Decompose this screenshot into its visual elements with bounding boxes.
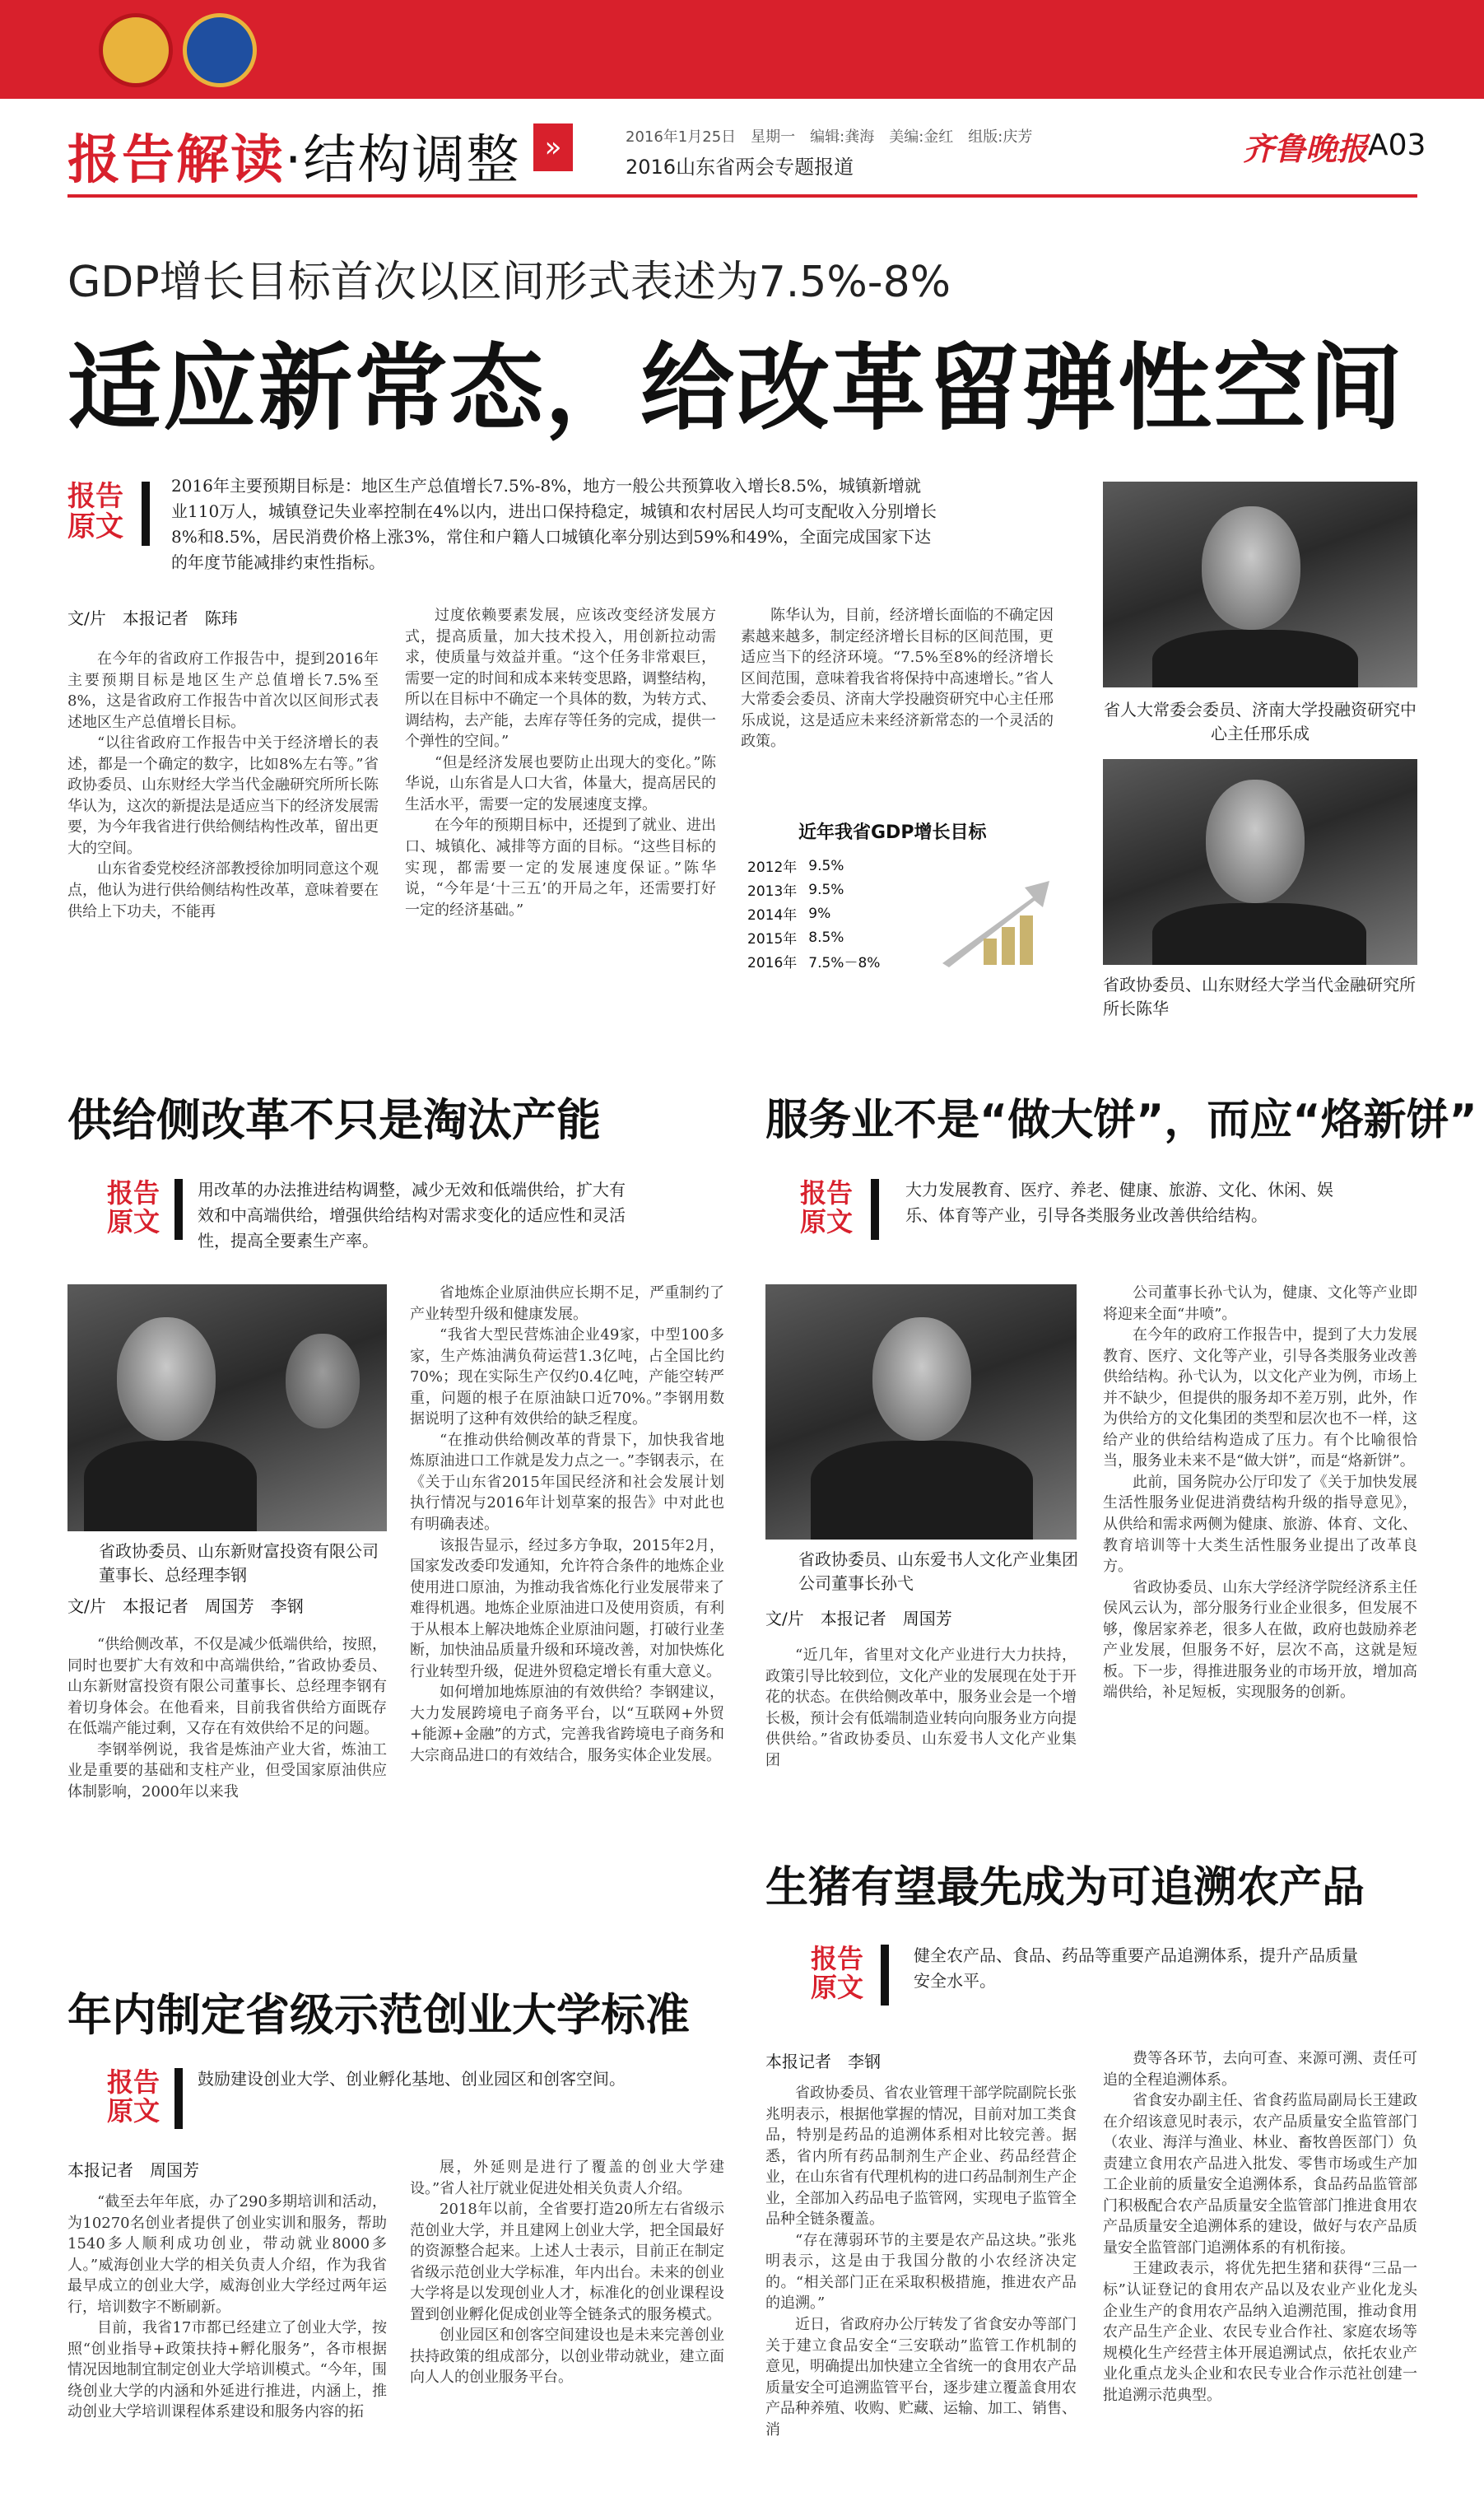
service-summary: 大力发展教育、医疗、养老、健康、旅游、文化、休闲、娱乐、体育等产业，引导各类服务业改善供给结构。 <box>905 1180 1333 1225</box>
national-emblem-icon <box>99 13 173 87</box>
service-byline: 文/片 本报记者 周国芳 <box>765 1609 952 1628</box>
supply-byline: 文/片 本报记者 周国芳 李钢 <box>67 1596 304 1616</box>
lead-byline: 文/片 本报记者 陈玮 <box>67 608 238 628</box>
table-row: 2015年 8.5% <box>747 929 844 948</box>
caption-xing: 省人大常委会委员、济南大学投融资研究中心主任邢乐成 <box>1104 700 1417 743</box>
supply-headline: 供给侧改革不只是淘汰产能 <box>67 1094 601 1146</box>
report-tag: 报告 原文 <box>800 1177 854 1238</box>
page-number: A03 <box>1368 128 1426 162</box>
section-title: 报告解读·结构调整 <box>67 130 521 191</box>
trace-column-2: 费等各环节，去向可查、来源可溯、责任可追的全程追溯体系。 省食安办副主任、省食药监局副局长王建政在介绍该意见时表示，农产品质量安全监管部门（农业、海洋与渔业、林业、畜牧兽医部门）负责建立食用农产品进入批发、零售市场或生产加工企业前的质量安全追溯体系，食品药品监管部门积极配合农产品质量安全监管部门推进食用农产品质量安全追溯体系的建设，做好与农产品质量安全监管部门追溯体系的有机衔接。 王建政表示，将优先把生猪和获得“三品一标”认证登记的食用农产品以及农业产业化龙头企业生产的食用农产品纳入追溯范围，推动食用农产品生产企业、农民专业合作社、家庭农场等规模化生产经营主体开展追溯试点，依托农业产业化重点龙头企业和农民专业合作示范社创建一批追溯示范典型。 <box>1103 2050 1417 2404</box>
report-tag: 报告 原文 <box>107 2066 160 2127</box>
photo-sun-yi <box>765 1284 1077 1540</box>
trace-headline: 生猪有望最先成为可追溯农产品 <box>765 1863 1365 1912</box>
lead-column-3: 陈华认为，目前，经济增长面临的不确定因素越来越多，制定经济增长目标的区间范围，更适应当下的经济环境。“7.5%至8%的经济增长区间范围，意味着我省将保持中高速增长。”省人大常委会委员、济南大学投融资研究中心主任邢乐成说，这是适应未来经济新常态的一个灵活的政策。 <box>741 607 1054 751</box>
report-tag: 报告 原文 <box>107 1177 160 1238</box>
header-rule <box>67 194 1417 198</box>
tag-bar <box>174 1179 183 1240</box>
growth-arrow-icon <box>934 848 1049 971</box>
service-headline: 服务业不是“做大饼”，而应“烙新饼” <box>765 1096 1477 1145</box>
photo-xing-lecheng <box>1103 482 1417 687</box>
gdp-target-table <box>741 807 1054 980</box>
tag-bar <box>142 482 150 546</box>
caption-li: 省政协委员、山东新财富投资有限公司董事长、总经理李钢 <box>99 1541 379 1585</box>
supply-summary: 用改革的办法推进结构调整，减少无效和低端供给，扩大有效和中高端供给，增强供给结构对需求变化的适应性和灵活性，提高全要素生产率。 <box>198 1180 626 1251</box>
trace-summary: 健全农产品、食品、药品等重要产品追溯体系，提升产品质量安全水平。 <box>914 1945 1358 1991</box>
trace-byline: 本报记者 李钢 <box>765 2052 881 2071</box>
table-row: 2013年 9.5% <box>747 881 844 900</box>
service-column-2: 公司董事长孙弋认为，健康、文化等产业即将迎来全面“井喷”。 在今年的政府工作报告中，提到了大力发展教育、医疗、文化等产业，引导各类服务业改善供给结构。孙弋认为，以文化产业为例，市场上并不缺少，但提供的服务却不差万别，此外，作为供给方的文化集团的类型和层次也不一样，这给产业的供给结构造成了压力。有个比喻很恰当，服务业未来不是“做大饼”，而是“烙新饼”。 此前，国务院办公厅印发了《关于加快发展生活性服务业促进消费结构升级的指导意见》，从供给和需求两侧为健康、旅游、体育、文化、教育培训等十大类生活性服务业提出了改革良方。 省政协委员、山东大学经济学院经济系主任侯风云认为，部分服务行业企业很多，但发展不够，像居家养老，很多人在做，政府也鼓励养老产业发展，但服务不好，层次不高，这就是短板。下一步，得推进服务业的市场开放，增加高端供给，补足短板，实现服务的创新。 <box>1103 1284 1417 1702</box>
venture-column-1: “截至去年年底，办了290多期培训和活动，为10270名创业者提供了创业实训和服务，帮助1540多人顺利成功创业，带动就业8000多人。”威海创业大学的相关负责人介绍，作为我省最早成立的创业大学，威海创业大学经过两年运行，培训数字不断刷新。 目前，我省17市都已经建立了创业大学，按照“创业指导+政策扶持+孵化服务”，各市根据情况因地制宜制定创业大学培训模式。“今年，围绕创业大学的内涵和外延进行推进，内涵上，推动创业大学培训课程体系建设和服务内容的拓 <box>67 2193 387 2421</box>
kicker-headline: GDP增长目标首次以区间形式表述为7.5%-8% <box>67 258 951 307</box>
lead-column-1: 在今年的省政府工作报告中，提到2016年主要预期目标是地区生产总值增长7.5%至8%，这是省政府工作报告中首次以区间形式表述地区生产总值增长目标。 “以往省政府工作报告中关于经济增长的表述，都是一个确定的数字，比如8%左右等。”省政协委员、山东财经大学当代金融研究所所长陈华认为，这次的新提法是适应当下的经济发展需要，为今年我省进行供给侧结构性改革，留出更大的空间。 山东省委党校经济部教授徐加明同意这个观点，他认为进行供给侧结构性改革，意味着要在供给上下功夫，不能再 <box>67 650 379 920</box>
venture-column-2: 展，外延则是进行了覆盖的创业大学建设。”省人社厅就业促进处相关负责人介绍。 2018年以前，全省要打造20所左右省级示范创业大学，并且建网上创业大学，把全国最好的资源整合起来。上述人士表示，目前正在制定省级示范创业大学标准，年内出台。未来的创业大学将是以发现创业人才，标准化的创业课程设置到创业孵化促成创业等全链条式的服务模式。 创业园区和创客空间建设也是未来完善创业扶持政策的组成部分，以创业带动就业，建立面向人人的创业服务平台。 <box>410 2159 724 2387</box>
report-tag: 报告 原文 <box>67 480 123 544</box>
venture-headline: 年内制定省级示范创业大学标准 <box>67 1989 690 2041</box>
lead-summary: 2016年主要预期目标是：地区生产总值增长7.5%-8%，地方一般公共预算收入增长8.5%，城镇新增就业110万人，城镇登记失业率控制在4%以内，进出口保持稳定，城镇和农村居民人均可支配收入分别增长8%和8.5%，居民消费价格上涨3%，常住和户籍人口城镇化率分别达到59%和49%，全面完成国家下达的年度节能减排约束性指标。 <box>171 476 937 572</box>
supply-column-2: 省地炼企业原油供应长期不足，严重制约了产业转型升级和健康发展。 “我省大型民营炼油企业49家，中型100多家，生产炼油满负荷运营1.3亿吨，占全国比约70%；现在实际生产仅约0.4亿吨，产能空转严重，问题的根子在原油缺口近70%。”李钢用数据说明了这种有效供给的缺乏程度。 “在推动供给侧改革的背景下，加快我省地炼原油进口工作就是发力点之一。”李钢表示，在《关于山东省2015年国民经济和社会发展计划执行情况与2016年计划草案的报告》中对此也有明确表述。 该报告显示，经过多方争取，2015年2月，国家发改委印发通知，允许符合条件的地炼企业使用进口原油，为推动我省炼化行业发展带来了难得机遇。地炼企业原油进口及使用资质，有利于从根本上解决地炼企业原油问题，打破行业垄断，加快油品质量升级和环境改善，对加快炼化行业转型升级，促进外贸稳定增长有重大意义。 如何增加地炼原油的有效供给？李钢建议，大力发展跨境电子商务平台，以“互联网+外贸+能源+金融”的方式，完善我省跨境电子商务和大宗商品进口的有效结合，服务实体企业发展。 <box>410 1284 724 1765</box>
tag-bar <box>174 2068 183 2129</box>
newspaper-logo: 齐鲁晚报 <box>1243 130 1369 167</box>
photo-li-gang <box>67 1284 387 1531</box>
lead-column-2: 过度依赖要素发展，应该改变经济发展方式，提高质量，加大技术投入，用创新拉动需求，使质量与效益并重。“这个任务非常艰巨，需要一定的时间和成本来转变思路，调整结构，所以在目标中不确定一个具体的数，为转方式、调结构，去产能，去库存等任务的完成，提供一个弹性的空间。” “但是经济发展也要防止出现大的变化。”陈华说，山东省是人口大省，体量大，提高居民的生活水平，需要一定的发展速度支撑。 在今年的预期目标中，还提到了就业、进出口、城镇化、减排等方面的目标。“这些目标的实现，都需要一定的发展速度保证。”陈华说，“今年是‘十三五’的开局之年，还需要打好一定的经济基础。” <box>405 607 716 919</box>
venture-summary: 鼓励建设创业大学、创业孵化基地、创业园区和创客空间。 <box>198 2069 626 2089</box>
table-row: 2016年 7.5%－8% <box>747 955 881 971</box>
special-report-label: 2016山东省两会专题报道 <box>626 156 854 179</box>
table-row: 2014年 9% <box>747 905 831 924</box>
trace-column-1: 省政协委员、省农业管理干部学院副院长张兆明表示，根据他掌握的情况，目前对加工类食品，特别是药品的追溯体系相对比较完善。据悉，省内所有药品制剂生产企业、药品经营企业，在山东省有代理机构的进口药品制剂生产企业，全部加入药品电子监管网，实现电子监管全品种全链条覆盖。 “存在薄弱环节的主要是农产品这块。”张兆明表示，这是由于我国分散的小农经济决定的。“相关部门正在采取积极措施，推进农产品的追溯。” 近日，省政府办公厅转发了省食安办等部门关于建立食品安全“三安联动”监管工作机制的意见，明确提出加快建立全省统一的食用农产品质量安全可追溯监管平台，逐步建立覆盖食用农产品种养殖、收购、贮藏、运输、加工、销售、消 <box>765 2085 1077 2439</box>
chevron-right-icon: » <box>533 123 573 171</box>
venture-byline: 本报记者 周国芳 <box>67 2160 199 2180</box>
report-tag: 报告 原文 <box>811 1943 864 2004</box>
caption-sun: 省政协委员、山东爱书人文化产业集团公司董事长孙弋 <box>798 1549 1078 1593</box>
supply-column-1: “供给侧改革，不仅是减少低端供给，按照，同时也要扩大有效和中高端供给，”省政协委员、山东新财富投资有限公司董事长、总经理李钢有着切身体会。在他看来，目前我省供给方面既存在低端产能过剩，又存在有效供给不足的问题。 李钢举例说，我省是炼油产业大省，炼油工业是重要的基础和支柱产业，但受国家原油供应体制影响，2000年以来我 <box>67 1636 387 1801</box>
table-row: 2012年 9.5% <box>747 857 844 876</box>
photo-chen-hua <box>1103 759 1417 965</box>
table-title: 近年我省GDP增长目标 <box>798 822 987 843</box>
main-headline: 适应新常态，给改革留弹性空间 <box>67 333 1405 443</box>
tag-bar <box>871 1179 879 1240</box>
service-column-1: “近几年，省里对文化产业进行大力扶持，政策引导比较到位，文化产业的发展现在处于开花的状态。在供给侧改革中，服务业会是一个增长极，预计会有低端制造业转向向服务业方向提供供给。”省政协委员、山东爱书人文化产业集团 <box>765 1647 1077 1769</box>
cppcc-emblem-icon <box>183 13 257 87</box>
gdp-table <box>741 853 886 974</box>
caption-chen: 省政协委员、山东财经大学当代金融研究所所长陈华 <box>1103 975 1416 1018</box>
dateline: 2016年1月25日 星期一 编辑:龚海 美编:金红 组版:庆芳 <box>626 128 1033 146</box>
tag-bar <box>881 1945 889 2006</box>
